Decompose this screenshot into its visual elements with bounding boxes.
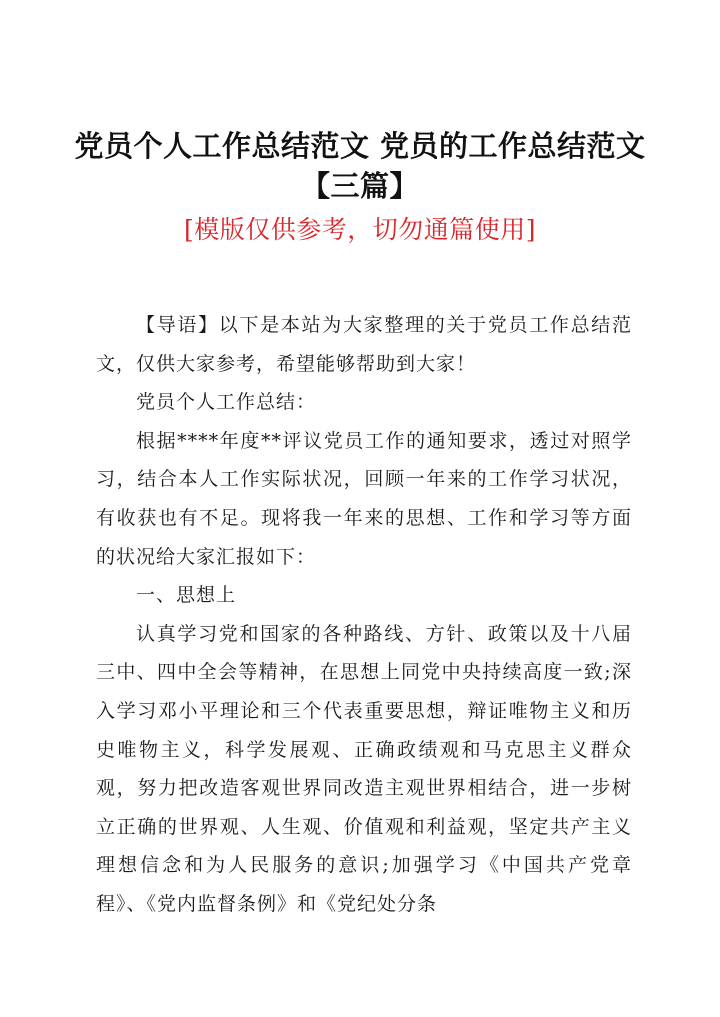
document-body bbox=[96, 306, 632, 924]
paragraph-intro: 【导语】以下是本站为大家整理的关于党员工作总结范文，仅供大家参考，希望能够帮助到大家！ bbox=[96, 314, 632, 375]
title-line-1: 党员个人工作总结范文 党员的工作总结范文 bbox=[74, 129, 646, 163]
paragraph-overview: 根据****年度**评议党员工作的通知要求，透过对照学习，结合本人工作实际状况，回顾一年来的工作学习状况，有收获也有不足。现将我一年来的思想、工作和学习等方面的状况给大家汇报如下： bbox=[96, 429, 632, 568]
paragraph-heading-summary: 党员个人工作总结： bbox=[136, 391, 317, 414]
section-heading-thought: 一、思想上 bbox=[136, 584, 237, 607]
document-title bbox=[0, 126, 720, 206]
title-line-2: 【三篇】 bbox=[300, 169, 419, 203]
template-notice: [模版仅供参考，切勿通篇使用] bbox=[183, 215, 536, 244]
paragraph-thought: 认真学习党和国家的各种路线、方针、政策以及十八届三中、四中全会等精神，在思想上同党中央持续高度一致;深入学习邓小平理论和三个代表重要思想，辩证唯物主义和历史唯物主义，科学发展观、正确政绩观和马克思主义群众观，努力把改造客观世界同改造主观世界相结合，进一步树立正确的世界观、人生观、价值观和利益观，坚定共产主义理想信念和为人民服务的意识;加强学习《中国共产党章程》、《党内监督条例》和《党纪处分条 bbox=[96, 622, 632, 915]
